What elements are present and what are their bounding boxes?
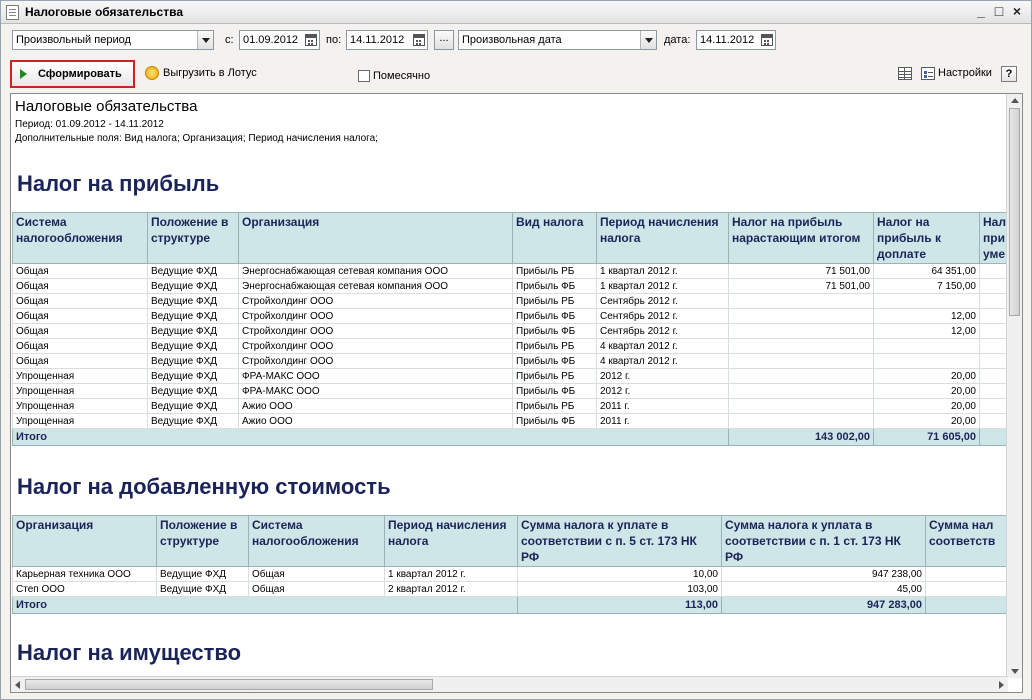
column-header: Система налогообложения <box>13 213 148 264</box>
table-cell <box>729 384 874 399</box>
table-cell <box>874 294 980 309</box>
table-row <box>13 369 1024 384</box>
horizontal-scroll-thumb[interactable] <box>25 679 433 690</box>
column-header: Положение в структуре <box>148 213 239 264</box>
table-row <box>13 324 1024 339</box>
table-cell: 20,00 <box>874 369 980 384</box>
help-button[interactable]: ? <box>1001 66 1017 82</box>
table-cell: Сентябрь 2012 г. <box>597 309 729 324</box>
table-cell: Ажио ООО <box>239 399 513 414</box>
table-row <box>13 264 1024 279</box>
total-label: Итого <box>13 597 518 614</box>
table-cell: Общая <box>249 582 385 597</box>
table-cell: 64 351,00 <box>874 264 980 279</box>
table-row <box>13 294 1024 309</box>
table-cell: Стройхолдинг ООО <box>239 309 513 324</box>
table-cell: Прибыль ФБ <box>513 354 597 369</box>
table-cell <box>729 339 874 354</box>
total-row <box>13 429 1024 446</box>
table-row <box>13 309 1024 324</box>
column-header: Организация <box>239 213 513 264</box>
table-row <box>13 354 1024 369</box>
profit-tax-heading: Налог на прибыль <box>17 171 220 196</box>
monthly-label: Помесячно <box>373 70 431 82</box>
table-row <box>13 384 1024 399</box>
table-cell: Прибыль ФБ <box>513 324 597 339</box>
table-cell: Ведущие ФХД <box>148 294 239 309</box>
column-header: Организация <box>13 516 157 567</box>
table-cell: Прибыль ФБ <box>513 384 597 399</box>
date-field[interactable] <box>696 30 776 50</box>
from-date-field[interactable] <box>239 30 320 50</box>
table-cell <box>729 414 874 429</box>
table-cell: Общая <box>249 567 385 582</box>
to-label: по: <box>326 34 342 46</box>
table-cell <box>729 399 874 414</box>
document-icon <box>6 5 19 20</box>
column-header: Сумма нал соответств <box>926 516 1024 567</box>
date-value: 14.11.2012 <box>700 34 755 46</box>
vat-heading: Налог на добавленную стоимость <box>17 474 391 499</box>
table-cell: Общая <box>13 354 148 369</box>
lotus-icon <box>145 66 159 80</box>
table-cell: ФРА-МАКС ООО <box>239 369 513 384</box>
export-lotus-label: Выгрузить в Лотус <box>163 67 257 79</box>
vertical-scrollbar[interactable] <box>1006 94 1022 678</box>
table-cell: 1 квартал 2012 г. <box>385 567 518 582</box>
table-cell: Общая <box>13 339 148 354</box>
report-area <box>10 93 1023 693</box>
table-cell: 20,00 <box>874 384 980 399</box>
chevron-down-icon[interactable] <box>640 31 656 49</box>
table-cell: 12,00 <box>874 324 980 339</box>
table-row <box>13 399 1024 414</box>
horizontal-scrollbar[interactable] <box>11 676 1008 692</box>
table-cell: 103,00 <box>518 582 722 597</box>
table-cell: Ажио ООО <box>239 414 513 429</box>
report-extra-fields: Дополнительные поля: Вид налога; Организация; Период начисления налога; <box>15 133 378 144</box>
table-cell: 10,00 <box>518 567 722 582</box>
table-cell: 4 квартал 2012 г. <box>597 354 729 369</box>
table-cell: Степ ООО <box>13 582 157 597</box>
table-cell: 20,00 <box>874 399 980 414</box>
table-cell <box>729 294 874 309</box>
window-title: Налоговые обязательства <box>25 5 183 19</box>
table-cell: Прибыль РБ <box>513 294 597 309</box>
table-cell: Прибыль ФБ <box>513 279 597 294</box>
table-view-icon[interactable] <box>898 67 912 80</box>
maximize-button[interactable]: □ <box>994 3 1004 19</box>
table-cell: Ведущие ФХД <box>148 309 239 324</box>
table-cell: Стройхолдинг ООО <box>239 354 513 369</box>
table-cell <box>729 324 874 339</box>
column-header: Период начисления налога <box>385 516 518 567</box>
table-cell: Ведущие ФХД <box>148 354 239 369</box>
table-cell: Энергоснабжающая сетевая компания ООО <box>239 279 513 294</box>
table-cell: 71 501,00 <box>729 279 874 294</box>
column-header: Вид налога <box>513 213 597 264</box>
table-cell: Ведущие ФХД <box>148 384 239 399</box>
table-cell: Прибыль РБ <box>513 339 597 354</box>
total-sum-p1: 947 283,00 <box>722 597 926 614</box>
calendar-icon[interactable] <box>305 34 317 46</box>
table-cell: 2012 г. <box>597 369 729 384</box>
period-select-button[interactable]: ... <box>434 30 454 50</box>
table-cell: Ведущие ФХД <box>148 414 239 429</box>
period-type-value: Произвольный период <box>16 34 131 46</box>
table-cell: Прибыль ФБ <box>513 309 597 324</box>
table-cell: 947 238,00 <box>722 567 926 582</box>
table-row <box>13 339 1024 354</box>
table-cell: Стройхолдинг ООО <box>239 324 513 339</box>
from-date-value: 01.09.2012 <box>243 34 299 46</box>
table-row <box>13 582 1024 597</box>
table-cell: 1 квартал 2012 г. <box>597 264 729 279</box>
table-cell: Ведущие ФХД <box>157 582 249 597</box>
table-cell: Ведущие ФХД <box>148 324 239 339</box>
total-sum-p5: 113,00 <box>518 597 722 614</box>
column-header: Налог на прибыль нарастающим итогом <box>729 213 874 264</box>
play-icon <box>20 69 27 79</box>
settings-button[interactable]: Настройки <box>938 67 992 79</box>
column-header: Период начисления налога <box>597 213 729 264</box>
total-label: Итого <box>13 429 729 446</box>
table-cell: Сентябрь 2012 г. <box>597 324 729 339</box>
property-tax-heading: Налог на имущество <box>17 640 242 665</box>
table-cell: Общая <box>13 264 148 279</box>
table-cell: Прибыль РБ <box>513 399 597 414</box>
table-cell: 45,00 <box>722 582 926 597</box>
export-lotus-button[interactable] <box>145 67 265 85</box>
date-type-select[interactable] <box>458 30 657 50</box>
table-cell: ФРА-МАКС ООО <box>239 384 513 399</box>
scroll-left-icon[interactable] <box>15 681 20 689</box>
table-cell: Карьерная техника ООО <box>13 567 157 582</box>
date-label: дата: <box>664 34 691 46</box>
to-date-value: 14.11.2012 <box>350 34 405 46</box>
title-bar <box>1 1 1031 24</box>
table-cell <box>729 354 874 369</box>
close-button[interactable]: × <box>1012 3 1022 19</box>
chevron-down-icon[interactable] <box>197 31 213 49</box>
table-cell <box>729 369 874 384</box>
date-type-value: Произвольная дата <box>462 34 562 46</box>
column-header: Налог на прибыль к доплате <box>874 213 980 264</box>
table-cell: 4 квартал 2012 г. <box>597 339 729 354</box>
table-cell <box>729 309 874 324</box>
total-due: 71 605,00 <box>874 429 980 446</box>
generate-label: Сформировать <box>38 68 122 80</box>
total-cumulative: 143 002,00 <box>729 429 874 446</box>
table-cell: Ведущие ФХД <box>148 399 239 414</box>
generate-button[interactable] <box>10 60 135 88</box>
vertical-scroll-thumb[interactable] <box>1009 108 1020 316</box>
table-cell <box>874 354 980 369</box>
period-filter-bar <box>1 25 1031 55</box>
table-cell: Ведущие ФХД <box>148 369 239 384</box>
minimize-button[interactable]: _ <box>977 3 985 19</box>
table-row <box>13 279 1024 294</box>
scroll-down-icon[interactable] <box>1011 669 1019 674</box>
table-cell: Ведущие ФХД <box>148 264 239 279</box>
settings-icon[interactable] <box>921 67 935 80</box>
from-label: с: <box>225 34 234 46</box>
to-date-field[interactable] <box>346 30 428 50</box>
table-cell: Общая <box>13 309 148 324</box>
table-cell: 2012 г. <box>597 384 729 399</box>
report-title: Налоговые обязательства <box>15 98 198 115</box>
table-cell: 1 квартал 2012 г. <box>597 279 729 294</box>
table-cell: Прибыль ФБ <box>513 414 597 429</box>
period-type-select[interactable] <box>12 30 214 50</box>
table-cell: Упрощенная <box>13 414 148 429</box>
table-cell: Упрощенная <box>13 399 148 414</box>
table-cell: 2011 г. <box>597 399 729 414</box>
column-header: Сумма налога к уплата в соответствии с п. 1 ст. 173 НК РФ <box>722 516 926 567</box>
table-cell: Ведущие ФХД <box>148 279 239 294</box>
vat-table <box>12 515 1023 614</box>
table-cell: Прибыль РБ <box>513 264 597 279</box>
calendar-icon[interactable] <box>761 34 773 46</box>
table-cell: Прибыль РБ <box>513 369 597 384</box>
table-cell: 2 квартал 2012 г. <box>385 582 518 597</box>
table-cell: Общая <box>13 294 148 309</box>
table-cell: Стройхолдинг ООО <box>239 294 513 309</box>
table-cell: 12,00 <box>874 309 980 324</box>
table-cell <box>874 339 980 354</box>
table-cell: 7 150,00 <box>874 279 980 294</box>
table-cell: Общая <box>13 279 148 294</box>
table-cell: 71 501,00 <box>729 264 874 279</box>
table-cell: Энергоснабжающая сетевая компания ООО <box>239 264 513 279</box>
column-header: Система налогообложения <box>249 516 385 567</box>
calendar-icon[interactable] <box>413 34 425 46</box>
table-cell: Стройхолдинг ООО <box>239 339 513 354</box>
table-cell: 2011 г. <box>597 414 729 429</box>
table-row <box>13 414 1024 429</box>
table-cell: Ведущие ФХД <box>157 567 249 582</box>
column-header: Положение в структуре <box>157 516 249 567</box>
table-cell: Упрощенная <box>13 369 148 384</box>
table-cell: Общая <box>13 324 148 339</box>
monthly-checkbox[interactable] <box>358 70 370 82</box>
table-cell: Сентябрь 2012 г. <box>597 294 729 309</box>
scroll-right-icon[interactable] <box>999 681 1004 689</box>
action-toolbar <box>1 57 1031 91</box>
table-cell: Упрощенная <box>13 384 148 399</box>
scroll-up-icon[interactable] <box>1011 98 1019 103</box>
column-header: Сумма налога к уплате в соответствии с п. 5 ст. 173 НК РФ <box>518 516 722 567</box>
table-cell: Ведущие ФХД <box>148 339 239 354</box>
report-period: Период: 01.09.2012 - 14.11.2012 <box>15 119 164 130</box>
table-row <box>13 567 1024 582</box>
total-row <box>13 597 1024 614</box>
column-header: Нал при уме <box>980 213 1024 264</box>
table-cell: 20,00 <box>874 414 980 429</box>
profit-tax-table <box>12 212 1023 446</box>
